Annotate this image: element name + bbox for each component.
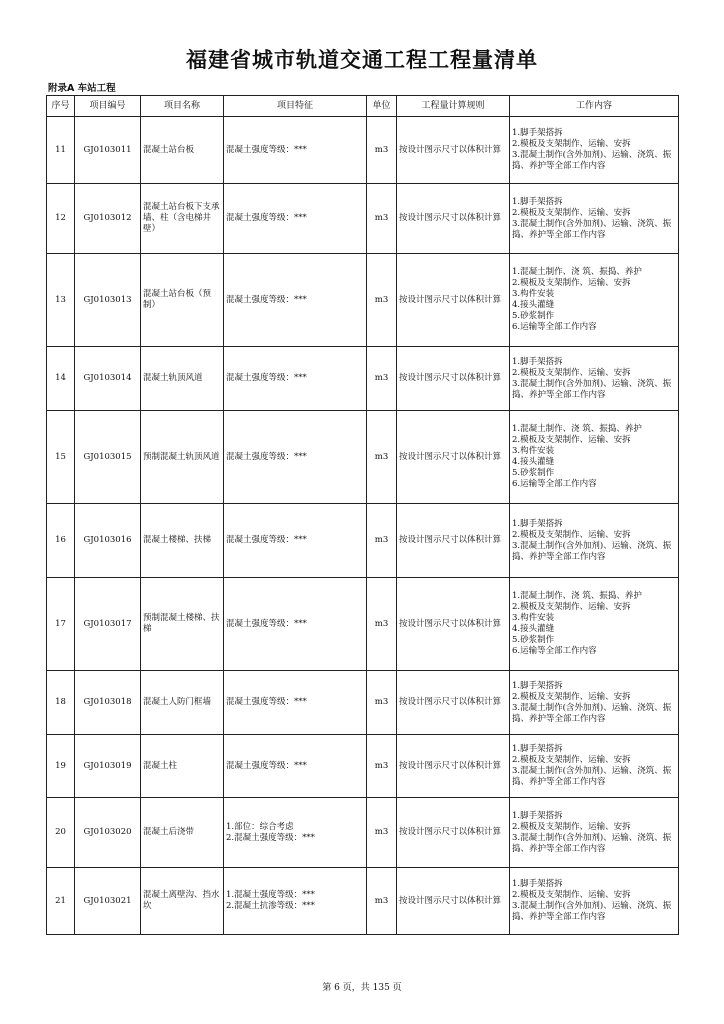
cell-rule: 按设计图示尺寸以体积计算 [397,504,510,578]
table-row [47,798,679,868]
cell-rule: 按设计图示尺寸以体积计算 [397,735,510,798]
cell-seq: 13 [47,254,75,347]
cell-rule: 按设计图示尺寸以体积计算 [397,184,510,254]
cell-rule: 按设计图示尺寸以体积计算 [397,347,510,411]
cell-feature: 混凝土强度等级：*** [224,504,367,578]
cell-feature: 混凝土强度等级：*** [224,184,367,254]
cell-code: GJ0103018 [75,671,141,735]
header-seq: 序号 [47,96,75,117]
table-row [47,411,679,504]
cell-name: 混凝土离壁沟、挡水坎 [141,868,224,935]
cell-feature: 混凝土强度等级：*** [224,254,367,347]
cell-unit: m3 [367,347,397,411]
cell-seq: 18 [47,671,75,735]
table-row [47,184,679,254]
page-title: 福建省城市轨道交通工程工程量清单 [186,48,538,72]
cell-work: 1.混凝土制作、浇 筑、振捣、养护 2.模板及支架制作、运输、安拆 3.构件安装 4.接头灌缝 5.砂浆制作 6.运输等全部工作内容 [510,254,679,347]
header-rule: 工程量计算规则 [397,96,510,117]
cell-unit: m3 [367,117,397,184]
cell-seq: 17 [47,578,75,671]
table-row [47,868,679,935]
page-footer: 第 6 页，共 135 页 [322,983,402,993]
header-name: 项目名称 [141,96,224,117]
cell-unit: m3 [367,735,397,798]
cell-unit: m3 [367,504,397,578]
cell-unit: m3 [367,184,397,254]
header-work: 工作内容 [510,96,679,117]
cell-name: 混凝土轨顶风道 [141,347,224,411]
cell-seq: 11 [47,117,75,184]
table-row [47,578,679,671]
cell-feature: 混凝土强度等级：*** [224,411,367,504]
cell-rule: 按设计图示尺寸以体积计算 [397,578,510,671]
table-row [47,671,679,735]
table-row [47,735,679,798]
cell-feature: 混凝土强度等级：*** [224,671,367,735]
table-row [47,504,679,578]
table-row [47,117,679,184]
cell-work: 1.脚手架搭拆 2.模板及支架制作、运输、安拆 3.混凝土制作(含外加剂)、运输、浇筑、振捣、养护等全部工作内容 [510,347,679,411]
cell-unit: m3 [367,868,397,935]
cell-seq: 20 [47,798,75,868]
cell-rule: 按设计图示尺寸以体积计算 [397,671,510,735]
cell-work: 1.脚手架搭拆 2.模板及支架制作、运输、安拆 3.混凝土制作(含外加剂)、运输、浇筑、振捣、养护等全部工作内容 [510,504,679,578]
cell-seq: 19 [47,735,75,798]
header-unit: 单位 [367,96,397,117]
table-row [47,347,679,411]
cell-feature: 混凝土强度等级：*** [224,735,367,798]
cell-rule: 按设计图示尺寸以体积计算 [397,411,510,504]
cell-name: 混凝土楼梯、扶梯 [141,504,224,578]
cell-name: 混凝土站台板（预制） [141,254,224,347]
cell-code: GJ0103020 [75,798,141,868]
cell-unit: m3 [367,578,397,671]
cell-rule: 按设计图示尺寸以体积计算 [397,254,510,347]
cell-code: GJ0103015 [75,411,141,504]
header-code: 项目编号 [75,96,141,117]
cell-work: 1.混凝土制作、浇 筑、振捣、养护 2.模板及支架制作、运输、安拆 3.构件安装 4.接头灌缝 5.砂浆制作 6.运输等全部工作内容 [510,411,679,504]
cell-seq: 15 [47,411,75,504]
cell-code: GJ0103012 [75,184,141,254]
bill-of-quantities-table [46,95,679,935]
header-feature: 项目特征 [224,96,367,117]
cell-name: 预制混凝土轨顶风道 [141,411,224,504]
cell-code: GJ0103016 [75,504,141,578]
cell-code: GJ0103019 [75,735,141,798]
cell-seq: 16 [47,504,75,578]
cell-work: 1.脚手架搭拆 2.模板及支架制作、运输、安拆 3.混凝土制作(含外加剂)、运输、浇筑、振捣、养护等全部工作内容 [510,798,679,868]
cell-seq: 21 [47,868,75,935]
cell-rule: 按设计图示尺寸以体积计算 [397,117,510,184]
cell-work: 1.混凝土制作、浇 筑、振捣、养护 2.模板及支架制作、运输、安拆 3.构件安装 4.接头灌缝 5.砂浆制作 6.运输等全部工作内容 [510,578,679,671]
appendix-label: 附录A 车站工程 [48,83,116,94]
cell-feature: 混凝土强度等级：*** [224,347,367,411]
cell-unit: m3 [367,254,397,347]
cell-feature: 混凝土强度等级：*** [224,578,367,671]
cell-work: 1.脚手架搭拆 2.模板及支架制作、运输、安拆 3.混凝土制作(含外加剂)、运输、浇筑、振捣、养护等全部工作内容 [510,184,679,254]
cell-feature: 混凝土强度等级：*** [224,117,367,184]
cell-name: 混凝土站台板 [141,117,224,184]
cell-unit: m3 [367,671,397,735]
cell-code: GJ0103013 [75,254,141,347]
cell-code: GJ0103011 [75,117,141,184]
cell-name: 混凝土人防门框墙 [141,671,224,735]
cell-code: GJ0103014 [75,347,141,411]
cell-work: 1.脚手架搭拆 2.模板及支架制作、运输、安拆 3.混凝土制作(含外加剂)、运输、浇筑、振捣、养护等全部工作内容 [510,735,679,798]
cell-unit: m3 [367,798,397,868]
cell-seq: 14 [47,347,75,411]
cell-work: 1.脚手架搭拆 2.模板及支架制作、运输、安拆 3.混凝土制作(含外加剂)、运输、浇筑、振捣、养护等全部工作内容 [510,117,679,184]
cell-seq: 12 [47,184,75,254]
table-header-row [47,96,679,117]
cell-name: 混凝土后浇带 [141,798,224,868]
cell-work: 1.脚手架搭拆 2.模板及支架制作、运输、安拆 3.混凝土制作(含外加剂)、运输、浇筑、振捣、养护等全部工作内容 [510,868,679,935]
cell-feature: 1.部位：综合考虑 2.混凝土强度等级：*** [224,798,367,868]
cell-name: 混凝土柱 [141,735,224,798]
cell-name: 混凝土站台板下支承墙、柱（含电梯井壁） [141,184,224,254]
cell-code: GJ0103017 [75,578,141,671]
table-row [47,254,679,347]
cell-unit: m3 [367,411,397,504]
cell-feature: 1.混凝土强度等级：*** 2.混凝土抗渗等级：*** [224,868,367,935]
cell-name: 预制混凝土楼梯、扶梯 [141,578,224,671]
cell-work: 1.脚手架搭拆 2.模板及支架制作、运输、安拆 3.混凝土制作(含外加剂)、运输、浇筑、振捣、养护等全部工作内容 [510,671,679,735]
cell-code: GJ0103021 [75,868,141,935]
cell-rule: 按设计图示尺寸以体积计算 [397,798,510,868]
cell-rule: 按设计图示尺寸以体积计算 [397,868,510,935]
